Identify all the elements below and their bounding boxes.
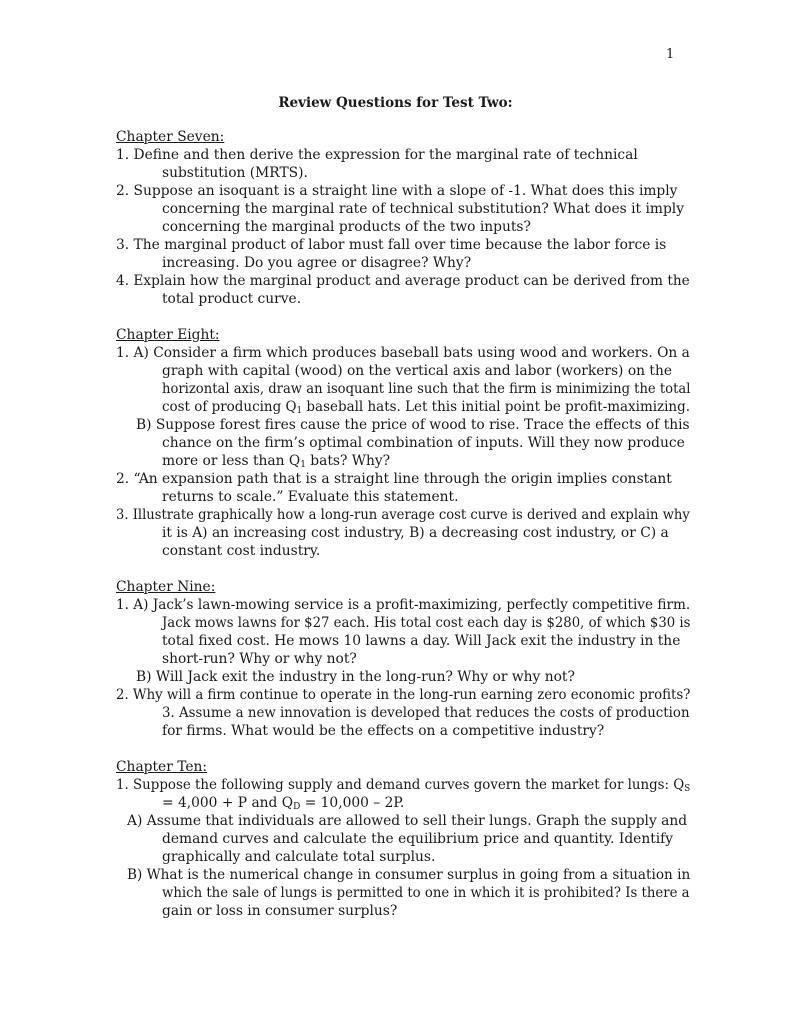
chapter-ten-heading: Chapter Ten: bbox=[116, 759, 208, 775]
ch10-qb-line1: B) What is the numerical change in consumer surplus in going from a situation in bbox=[127, 867, 691, 883]
ch8-q1b-line3: more or less than $Q_1$ bats? Why? bbox=[162, 453, 391, 470]
document-title: Review Questions for Test Two: bbox=[278, 95, 513, 111]
ch8-q1a-line4: cost of producing $Q_1$ baseball hats. Let this initial point be profit-maximizing. bbox=[162, 399, 690, 416]
ch8-q1a-line3: horizontal axis, draw an isoquant line such that the firm is minimizing the total bbox=[162, 381, 691, 397]
ch10-qb-line2: which the sale of lungs is permitted to one in which it is prohibited? Is there a bbox=[162, 885, 690, 901]
ch9-q1b-line1: B) Will Jack exit the industry in the long-run? Why or why not? bbox=[136, 669, 575, 685]
page-number: 1 bbox=[666, 47, 675, 62]
ch10-qb-line3: gain or loss in consumer surplus? bbox=[162, 903, 398, 919]
ch10-q1-line1: 1. Suppose the following supply and demand curves govern the market for lungs: $Q_S$ bbox=[116, 777, 691, 794]
ch9-q3-line2: for firms. What would be the effects on a competitive industry? bbox=[162, 723, 605, 739]
ch8-q1a-line2: graph with capital (wood) on the vertical axis and labor (workers) on the bbox=[162, 363, 672, 379]
ch8-q2-line1: 2. “An expansion path that is a straight line through the origin implies constant bbox=[116, 471, 672, 487]
chapter-seven-heading: Chapter Seven: bbox=[116, 129, 225, 145]
ch9-q2-line1: 2. Why will a firm continue to operate in the long-run earning zero economic profits? bbox=[116, 687, 691, 703]
ch7-q1-line2: substitution (MRTS). bbox=[162, 165, 308, 181]
ch9-q1a-line1: 1. A) Jack’s lawn-mowing service is a profit-maximizing, perfectly competitive firm. bbox=[116, 597, 691, 613]
ch9-q3-line1: 3. Assume a new innovation is developed that reduces the costs of production bbox=[162, 705, 690, 721]
ch10-qa-line3: graphically and calculate total surplus. bbox=[162, 849, 436, 865]
ch7-q3-line1: 3. The marginal product of labor must fall over time because the labor force is bbox=[116, 237, 667, 253]
ch10-q1-line2: = 4,000 + P and $Q_D = 10,000 - 2P$. bbox=[162, 795, 405, 812]
ch9-q1a-line3: total fixed cost. He mows 10 lawns a day. Will Jack exit the industry in the bbox=[162, 633, 681, 649]
ch8-q3-line1: 3. Illustrate graphically how a long-run average cost curve is derived and explain why bbox=[116, 507, 690, 523]
chapter-eight-heading: Chapter Eight: bbox=[116, 327, 220, 343]
ch7-q4-line2: total product curve. bbox=[162, 291, 302, 307]
ch8-q2-line2: returns to scale.” Evaluate this statement. bbox=[162, 489, 459, 505]
ch7-q2-line2: concerning the marginal rate of technical substitution? What does it imply bbox=[162, 201, 684, 217]
ch9-q1a-line4: short-run? Why or why not? bbox=[162, 651, 357, 667]
ch7-q2-line1: 2. Suppose an isoquant is a straight line with a slope of -1. What does this imply bbox=[116, 183, 678, 199]
ch8-q3-line2: it is A) an increasing cost industry, B) a decreasing cost industry, or C) a bbox=[162, 525, 669, 541]
ch10-qa-line2: demand curves and calculate the equilibrium price and quantity. Identify bbox=[162, 831, 674, 847]
ch7-q4-line1: 4. Explain how the marginal product and average product can be derived from the bbox=[116, 273, 690, 289]
ch8-q1b-line1: B) Suppose forest fires cause the price of wood to rise. Trace the effects of this bbox=[136, 417, 690, 433]
ch7-q1-line1: 1. Define and then derive the expression for the marginal rate of technical bbox=[116, 147, 638, 163]
ch10-qa-line1: A) Assume that individuals are allowed to sell their lungs. Graph the supply and bbox=[127, 813, 688, 829]
ch8-q1a-line1: 1. A) Consider a firm which produces baseball bats using wood and workers. On a bbox=[116, 345, 690, 361]
ch8-q3-line3: constant cost industry. bbox=[162, 543, 321, 559]
ch8-q1b-line2: chance on the firm’s optimal combination of inputs. Will they now produce bbox=[162, 435, 685, 451]
ch7-q3-line2: increasing. Do you agree or disagree? Why? bbox=[162, 255, 472, 271]
ch9-q1a-line2: Jack mows lawns for $27 each. His total cost each day is $280, of which $30 is bbox=[162, 615, 691, 631]
chapter-nine-heading: Chapter Nine: bbox=[116, 579, 216, 595]
ch7-q2-line3: concerning the marginal products of the two inputs? bbox=[162, 219, 531, 235]
